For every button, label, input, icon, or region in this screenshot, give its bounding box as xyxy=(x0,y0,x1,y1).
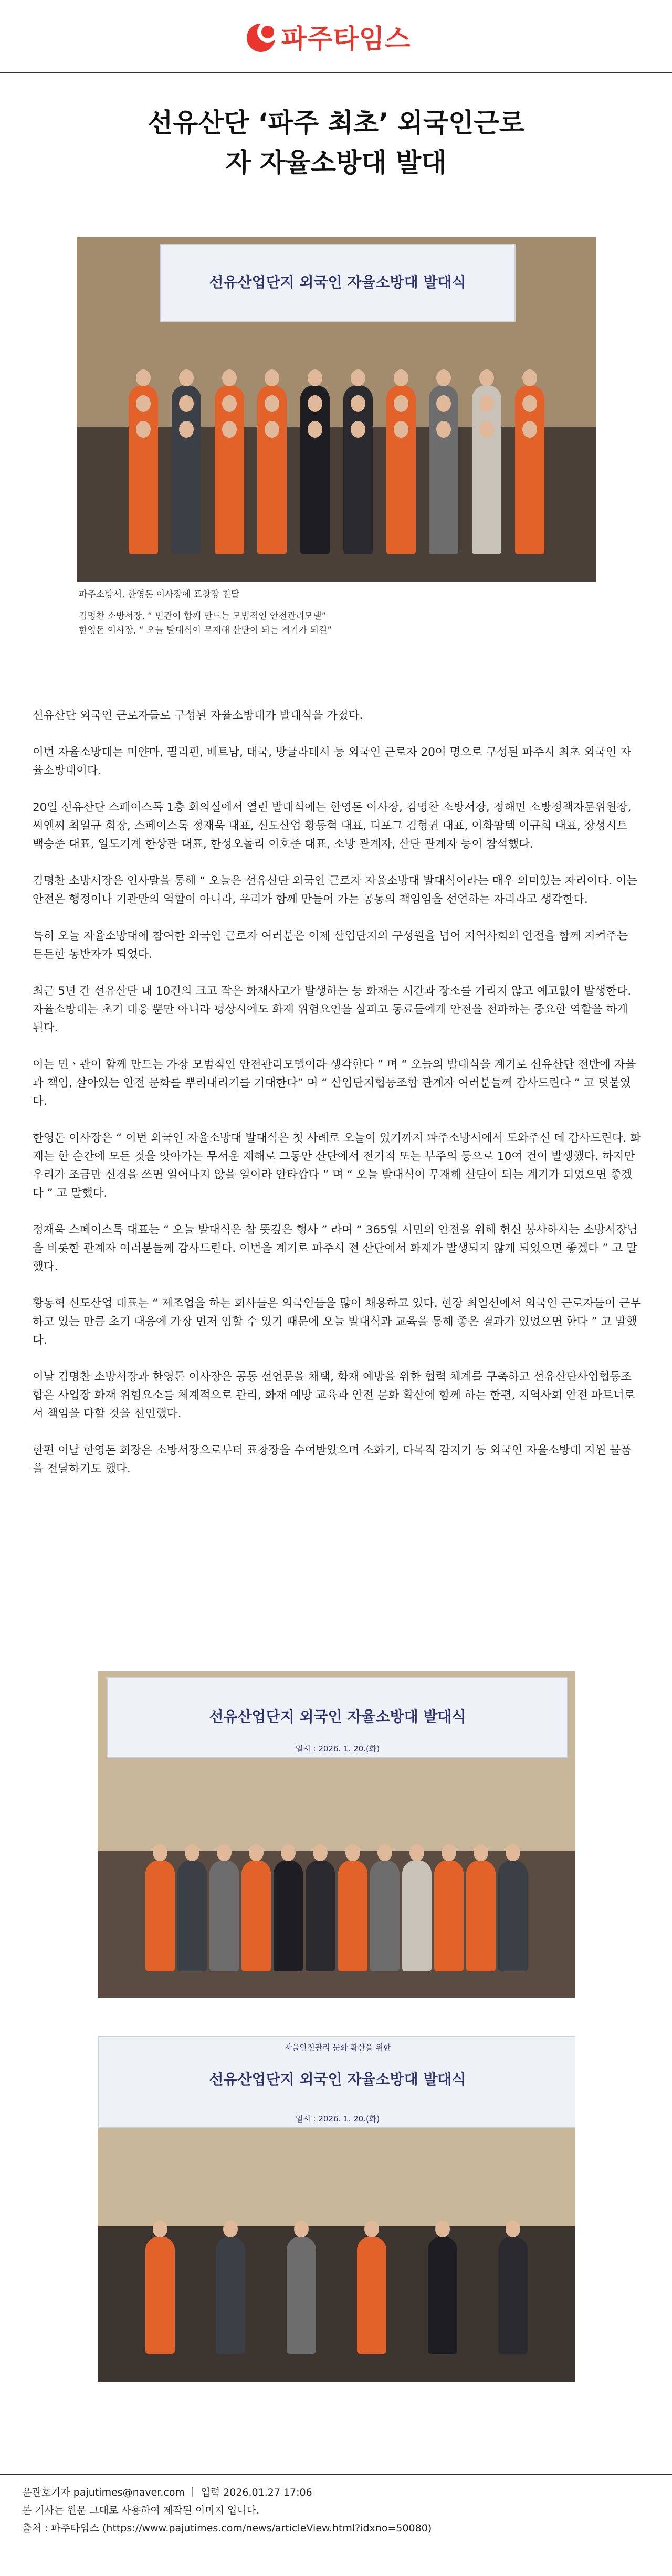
logo-text: 파주타임스 xyxy=(281,24,411,54)
person-figure xyxy=(274,1860,303,1971)
byline: 윤관호기자 pajutimes@naver.com ㅣ 입력 2026.01.27 17:06 xyxy=(22,2487,312,2498)
person-figure xyxy=(338,1860,368,1971)
photo-caption xyxy=(79,588,593,645)
person-figure xyxy=(306,1860,335,1971)
person-figure xyxy=(429,437,458,554)
person-figure xyxy=(242,1860,271,1971)
article-photo-group xyxy=(77,237,596,582)
site-header xyxy=(0,0,672,73)
source-link[interactable]: 출처 : 파주타임스 (https://www.pajutimes.com/news/articleView.html?idxno=50080) xyxy=(22,2522,432,2534)
event-banner xyxy=(160,244,515,322)
person-figure xyxy=(209,1860,239,1971)
person-figure xyxy=(129,437,158,554)
banner-title: 선유산업단지 외국인 자율소방대 발대식 xyxy=(209,2071,466,2088)
event-banner xyxy=(107,1677,568,1758)
paragraph: 김명찬 소방서장은 인사말을 통해 “ 오늘은 선유산단 외국인 근로자 자율소방대 발대식이라는 매우 의미있는 자리이다. 이는 안전은 행정이나 기관만의 역할이 아니라, 우리가 함께 만들어 가는 공동의 책임임을 선언하는 자리라고 생각한다. xyxy=(33,874,638,906)
person-figure xyxy=(434,1860,464,1971)
person-figure xyxy=(215,437,244,554)
paragraph: 이날 김명찬 소방서장과 한영돈 이사장은 공동 선언문을 채택, 화재 예방을 위한 협력 체계를 구축하고 선유산단사업협동조합은 사업장 화재 위험요소를 체계적으로 관리, 화재 예방 교육과 안전 문화 확산에 함께 하는 한편, 지역사회 안전 파트너로서 책임을 다할 것을 선언했다. xyxy=(33,1370,635,1420)
person-figure xyxy=(172,437,201,554)
person-figure xyxy=(498,2236,528,2354)
person-figure xyxy=(357,2236,386,2354)
person-figure xyxy=(402,1860,432,1971)
person-figure xyxy=(428,2236,457,2354)
person-figure xyxy=(145,2236,175,2354)
paragraph: 최근 5년 간 선유산단 내 10건의 크고 작은 화재사고가 발생하는 등 화재는 시간과 장소를 가리지 않고 예고없이 발생한다. 자율소방대는 초기 대응 뿐만 아니라 평상시에도 화재 위험요인을 살피고 동료들에게 안전을 전파하는 중요한 역할을 하게 된다. xyxy=(33,985,632,1034)
pajutimes-logo-icon xyxy=(246,20,278,53)
person-figure xyxy=(386,437,416,554)
person-figure xyxy=(287,2236,316,2354)
title-line-2: 자 자율소방대 발대 xyxy=(225,147,447,178)
banner-title: 선유산업단지 외국인 자율소방대 발대식 xyxy=(209,1708,466,1726)
caption-line: 파주소방서, 한영돈 이사장에 표창장 전달 xyxy=(79,589,240,600)
paragraph: 특히 오늘 자율소방대에 참여한 외국인 근로자 여러분은 이제 산업단지의 구성원을 넘어 지역사회의 안전을 함께 지켜주는 든든한 동반자가 되었다. xyxy=(33,930,628,961)
person-figure xyxy=(343,437,373,554)
person-figure xyxy=(177,1860,207,1971)
person-figure xyxy=(498,1860,528,1971)
paragraph: 이번 자율소방대는 미얀마, 필리핀, 베트남, 태국, 방글라데시 등 외국인 근로자 20여 명으로 구성된 파주시 최초 외국인 자율소방대이다. xyxy=(33,746,632,777)
crowd xyxy=(145,2140,528,2354)
article-footer xyxy=(22,2484,652,2537)
paragraph: 황동혁 신도산업 대표는 “ 제조업을 하는 회사들은 외국인들을 많이 채용하고 있다. 현장 최일선에서 외국인 근로자들이 근무하고 있는 만큼 초기 대응에 가장 먼저 임할 수 있기 때문에 오늘 발대식과 교육을 통해 좋은 결과가 있었으면 한다 ” 고 말했다. xyxy=(33,1297,641,1347)
paragraph: 20일 선유산단 스페이스톡 1층 회의실에서 열린 발대식에는 한영돈 이사장, 김명찬 소방서장, 정해면 소방정책자문위원장, 씨앤씨 최일규 회장, 스페이스톡 정재욱 대표, 신도산업 황동혁 대표, 디포그 김형권 대표, 이화팜텍 이규희 대표, 장성시트 백승준 대표, 일도기계 한상관 대표, 한성오돌리 이호준 대표, 소방 관계자, 산단 관계자 등이 참석했다. xyxy=(33,801,632,851)
crowd xyxy=(129,341,544,554)
person-figure xyxy=(515,437,544,554)
person-figure xyxy=(145,1860,175,1971)
person-figure xyxy=(472,437,501,554)
crowd xyxy=(145,1769,528,1972)
title-line-1: 선유산단 ‘파주 최초’ 외국인근로 xyxy=(147,108,525,138)
banner-title: 선유산업단지 외국인 자율소방대 발대식 xyxy=(209,273,466,291)
article-body xyxy=(33,706,642,1496)
banner-date: 일시 : 2026. 1. 20.(화) xyxy=(295,1744,380,1754)
caption-line: 한영돈 이사장, “ 오늘 발대식이 무재해 산단이 되는 계기가 되길” xyxy=(79,625,332,636)
person-figure xyxy=(216,2236,245,2354)
banner-date: 일시 : 2026. 1. 20.(화) xyxy=(295,2114,380,2124)
banner-subtitle: 자율안전관리 문화 확산을 위한 xyxy=(284,2043,391,2052)
person-figure xyxy=(300,437,330,554)
caption-line: 김명찬 소방서장, “ 민관이 함께 만드는 모범적인 안전관리모델” xyxy=(79,611,327,621)
paragraph: 한편 이날 한영돈 회장은 소방서장으로부터 표창장을 수여받았으며 소화기, 다목적 감지기 등 외국인 자율소방대 지원 물품을 전달하기도 했다. xyxy=(33,1444,632,1475)
event-banner xyxy=(98,2036,575,2128)
footer-divider xyxy=(0,2474,672,2475)
person-figure xyxy=(466,1860,496,1971)
paragraph: 정재욱 스페이스톡 대표는 “ 오늘 발대식은 참 뜻깊은 행사 ” 라며 “ 365일 시민의 안전을 위해 헌신 봉사하시는 소방서장님을 비롯한 관계자 여러분들께 감사드린다. 이번을 계기로 파주시 전 산단에서 화재가 발생되지 않게 되었으면 좋겠다 ” 고 말했다. xyxy=(33,1223,638,1273)
article-photo-ceremony xyxy=(98,1671,575,1998)
person-figure xyxy=(257,437,287,554)
paragraph: 선유산단 외국인 근로자들로 구성된 자율소방대가 발대식을 가졌다. xyxy=(33,709,363,722)
paragraph: 이는 민ㆍ관이 함께 만드는 가장 모범적인 안전관리모델이라 생각한다 ” 며 “ 오늘의 발대식을 계기로 선유산단 전반에 자율과 책임, 살아있는 안전 문화를 뿌리내리기를 기대한다” 며 “ 산업단지협동조합 관계자 여러분들께 감사드린다 ” 고 덧붙였다. xyxy=(33,1058,636,1108)
site-logo[interactable] xyxy=(246,16,411,58)
paragraph: 한영돈 이사장은 “ 이번 외국인 자율소방대 발대식은 첫 사례로 오늘이 있기까지 파주소방서에서 도와주신 데 감사드린다. 화재는 한 순간에 모든 것을 앗아가는 무서운 재해로 그동안 산단에서 전기적 또는 부주의 등으로 10여 건이 발생했다. 하지만 우리가 조금만 신경을 쓰면 일어나지 않을 일이라 안타깝다 ” 며 “ 오늘 발대식이 무재해 산단이 되는 계기가 되었으면 좋겠다 ” 고 말했다. xyxy=(33,1132,641,1200)
article-title xyxy=(74,103,598,183)
source-notice: 본 기사는 원문 그대로 사용하여 제작된 이미지 입니다. xyxy=(22,2505,260,2516)
person-figure xyxy=(370,1860,400,1971)
article-photo-award xyxy=(98,2036,575,2382)
